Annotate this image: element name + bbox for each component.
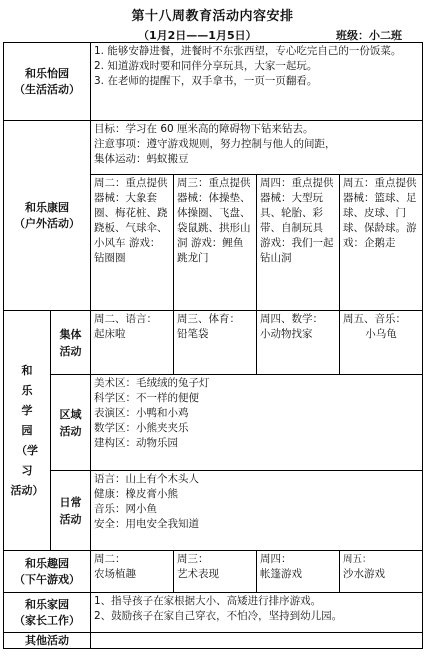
area-item: 建构区：动物乐园	[94, 437, 178, 449]
life-label-name: 和乐怡园	[25, 66, 69, 80]
group-activity-label	[51, 311, 91, 375]
study-label-char: 乐	[21, 383, 33, 397]
area-label-line: 活动	[59, 424, 82, 438]
outdoor-goal-cell	[91, 121, 423, 175]
life-content	[91, 43, 423, 121]
area-item: 表演区：小鸭和小鸡	[94, 407, 189, 419]
life-item: 2. 知道游戏时要和同伴分享玩具，大家一起玩。	[94, 60, 318, 72]
area-label-line: 区域	[59, 407, 82, 421]
outdoor-group: 集体运动：蚂蚁搬豆	[94, 153, 189, 165]
daily-item: 安全：用电安全我知道	[94, 518, 199, 530]
outdoor-day-text: 周四：重点提供器械：大型玩具、轮胎、彩带、自制玩具 游戏：我们一起钻山洞	[260, 177, 334, 264]
home-item: 1、指导孩子在家根据大小、高矮进行排序游戏。	[94, 595, 322, 607]
study-label-char: 学	[21, 403, 33, 417]
area-content	[91, 375, 423, 471]
game-activity: 沙水游戏	[343, 568, 385, 580]
area-item: 科学区：不一样的便便	[94, 392, 199, 404]
outdoor-day-text: 周五：重点提供器械：篮球、足球、皮球、门球、保龄球。游戏：企鹅走	[343, 177, 417, 249]
home-label-type: （家长工作）	[14, 613, 80, 627]
life-label	[4, 43, 91, 121]
outdoor-label	[4, 121, 91, 311]
life-item: 1. 能够安静进餐，进餐时不东张西望，专心吃完自己的一份饭菜。	[94, 45, 402, 57]
daily-label-line: 日常	[59, 495, 82, 509]
study-daily-row	[4, 471, 423, 551]
group-day-cell	[340, 311, 423, 375]
study-label-char: 活动）	[10, 483, 44, 497]
group-day-subject: 周五、音乐：	[343, 313, 406, 325]
study-label	[4, 311, 51, 551]
home-row	[4, 593, 423, 633]
game-day-cell	[257, 551, 340, 593]
game-day-cell	[340, 551, 423, 593]
home-content	[91, 593, 423, 633]
game-day: 周二：	[94, 553, 126, 565]
group-day-topic: 起床啦	[94, 328, 126, 340]
life-item: 3. 在老师的提醒下，双手拿书，一页一页翻看。	[94, 75, 318, 87]
class-label: 班级：小二班	[336, 29, 402, 42]
outdoor-day-text: 周三：重点提供器械：体操垫、体操圈、飞盘、袋鼠跳、拱形山洞 游戏：鲤鱼跳龙门	[177, 177, 251, 264]
outdoor-row	[4, 121, 423, 175]
study-group-row	[4, 311, 423, 375]
outdoor-day-cell	[257, 175, 340, 311]
outdoor-day-cell	[340, 175, 423, 311]
area-item: 数学区：小熊夹夹乐	[94, 422, 189, 434]
other-row	[4, 633, 423, 649]
daily-item: 语言：山上有个木头人	[94, 473, 199, 485]
outdoor-day-cell	[174, 175, 257, 311]
outdoor-goal: 目标：学习在 60 厘米高的障碍物下钻来钻去。	[94, 123, 314, 135]
daily-item: 音乐：网小鱼	[94, 503, 157, 515]
game-activity: 农场植趣	[94, 568, 136, 580]
group-day-topic: 铅笔袋	[177, 328, 209, 340]
other-label: 其他活动	[4, 633, 91, 649]
outdoor-day-text: 周二：重点提供器械：大象套圈、梅花桩、跷跷板、气球伞、小风车 游戏：钻圈圈	[94, 177, 168, 264]
page-title: 第十八周教育活动内容安排	[131, 9, 294, 24]
study-label-char: 习	[21, 463, 33, 477]
game-day-cell	[174, 551, 257, 593]
game-label-name: 和乐趣园	[25, 556, 69, 570]
group-label-line: 集体	[59, 327, 82, 341]
group-day-subject: 周四、数学：	[260, 313, 323, 325]
outdoor-notes: 注意事项：遵守游戏规则，努力控制与他人的间距，	[94, 138, 336, 150]
study-label-char: 和	[21, 363, 33, 377]
game-label	[4, 551, 91, 593]
daily-content	[91, 471, 423, 551]
game-day: 周三：	[177, 553, 209, 565]
schedule-table	[3, 42, 423, 649]
daily-item: 健康：橡皮膏小熊	[94, 488, 178, 500]
outdoor-label-name: 和乐康园	[25, 200, 69, 214]
area-activity-label	[51, 375, 91, 471]
game-activity: 帐篷游戏	[260, 568, 302, 580]
game-label-type: （下午游戏）	[14, 572, 80, 586]
daily-activity-label	[51, 471, 91, 551]
group-day-cell	[257, 311, 340, 375]
other-content	[91, 633, 423, 649]
game-row	[4, 551, 423, 593]
home-label-name: 和乐家园	[25, 597, 69, 611]
study-area-row	[4, 375, 423, 471]
game-day-cell	[91, 551, 174, 593]
date-range: （1月2日——1月5日）	[138, 29, 257, 42]
life-row	[4, 43, 423, 121]
group-day-topic: 小动物找家	[260, 328, 313, 340]
home-item: 2、鼓励孩子在家自己穿衣，不怕冷，坚持到幼儿园。	[94, 610, 343, 622]
area-item: 美术区：毛绒绒的兔子灯	[94, 377, 210, 389]
group-day-topic: 小乌龟	[365, 328, 397, 340]
group-day-subject: 周二、语言：	[94, 313, 157, 325]
group-day-cell	[91, 311, 174, 375]
life-label-type: （生活活动）	[14, 82, 80, 96]
outdoor-day-cell	[91, 175, 174, 311]
group-label-line: 活动	[59, 344, 82, 358]
study-label-char: 园	[21, 423, 33, 437]
group-day-cell	[174, 311, 257, 375]
daily-label-line: 活动	[59, 512, 82, 526]
game-day: 周四：	[260, 553, 292, 565]
outdoor-label-type: （户外活动）	[14, 216, 80, 230]
game-day: 周五：	[343, 554, 372, 565]
group-day-subject: 周三、体育：	[177, 313, 240, 325]
study-label-char: （学	[16, 443, 38, 457]
game-activity: 艺术表现	[177, 568, 219, 580]
home-label	[4, 593, 91, 633]
